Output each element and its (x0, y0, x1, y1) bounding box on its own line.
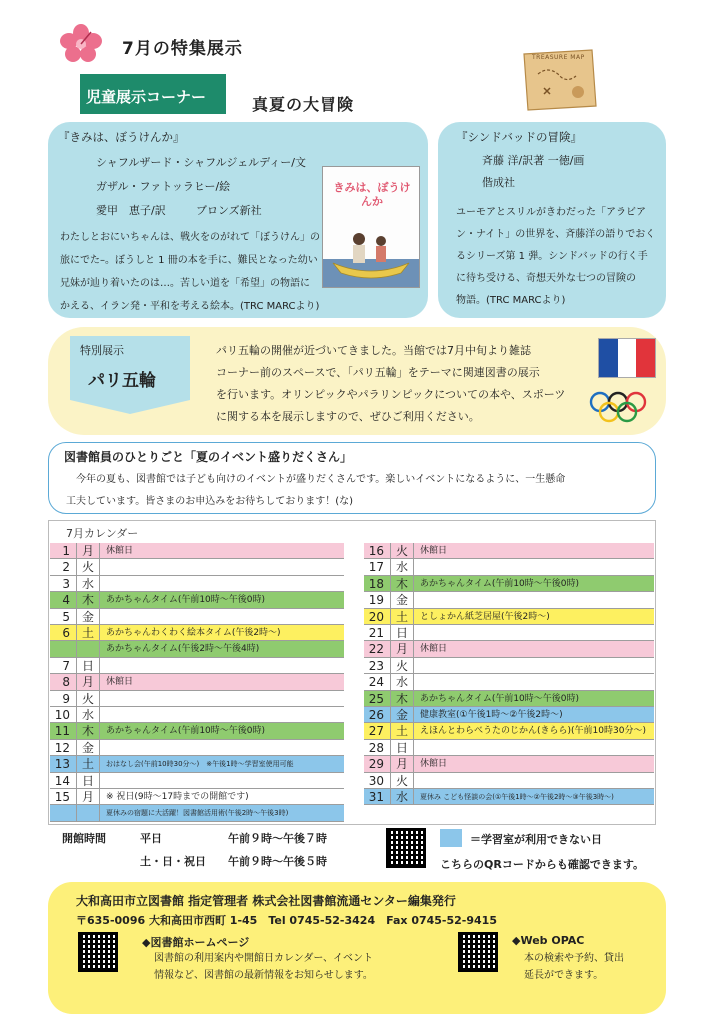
calendar-weekday: 土 (391, 609, 414, 624)
calendar-day: 19 (364, 592, 391, 607)
calendar-event (100, 691, 344, 706)
calendar-row (364, 723, 654, 739)
badge-flag-tail (70, 400, 190, 414)
book1-publisher: ブロンズ新社 (196, 204, 262, 217)
calendar-event (414, 559, 654, 574)
calendar-row (364, 691, 654, 707)
calendar-event: 夏休み こども怪談の会(①午後1時〜②午後2時〜③午後3時〜) (420, 793, 614, 801)
weekday-hours: 午前９時〜午後７時 (228, 832, 327, 845)
calendar-event (100, 559, 344, 574)
calendar-weekday: 水 (391, 559, 414, 574)
calendar-day: 2 (50, 559, 77, 574)
calendar-event: 休館日 (420, 644, 448, 655)
calendar-day: 21 (364, 625, 391, 640)
calendar-day: 26 (364, 707, 391, 722)
calendar-row (50, 723, 344, 739)
calendar-day: 5 (50, 609, 77, 624)
calendar-weekday: 日 (391, 740, 414, 755)
calendar-day: 25 (364, 691, 391, 706)
calendar-weekday: 火 (391, 543, 414, 558)
calendar-weekday: 水 (77, 707, 100, 722)
calendar-day: 11 (50, 723, 77, 738)
olympic-rings-icon (588, 388, 648, 432)
calendar-weekday: 金 (391, 592, 414, 607)
calendar-event: 休館日 (420, 546, 448, 556)
calendar-event: ※ 祝日(9時〜17時までの開館です) (100, 789, 344, 804)
calendar-row (50, 691, 344, 707)
paris-badge-small: 特別展示 (80, 344, 124, 357)
calendar-day: 29 (364, 756, 391, 771)
calendar-row (364, 773, 654, 789)
calendar-row (364, 592, 654, 608)
opac-title: ◆Web OPAC (512, 934, 585, 947)
calendar-weekday: 木 (391, 691, 414, 706)
calendar-weekday (77, 805, 100, 820)
calendar-day: 3 (50, 576, 77, 591)
calendar-event: おはなし会(午前10時30分〜) ※午後1時〜学習室使用可能 (106, 760, 294, 769)
calendar-weekday: 木 (77, 592, 100, 607)
treasure-map-illustration (520, 48, 598, 112)
book2-publisher: 偕成社 (482, 176, 515, 189)
calendar-weekday: 木 (391, 576, 414, 591)
calendar-weekday: 日 (77, 658, 100, 673)
calendar-event (414, 625, 654, 640)
calendar-event: あかちゃんタイム(午前10時〜午後0時) (106, 726, 266, 737)
calendar-weekday: 金 (77, 740, 100, 755)
calendar-event: あかちゃんタイム(午前10時〜午後0時) (420, 578, 580, 589)
calendar-day: 28 (364, 740, 391, 755)
calendar-event: 健康教室(①午後1時〜②午後2時〜) (420, 710, 563, 720)
librarian-line2: 工夫しています。皆さまのお申込みをお待ちしております！(な) (66, 496, 354, 507)
calendar-day: 30 (364, 773, 391, 788)
calendar-weekday: 月 (391, 641, 414, 656)
calendar-weekday: 日 (391, 625, 414, 640)
calendar-day: 4 (50, 592, 77, 607)
calendar-event: 休館日 (420, 759, 448, 770)
calendar-weekday: 月 (77, 674, 100, 689)
calendar-day: 22 (364, 641, 391, 656)
calendar-day: 1 (50, 543, 77, 558)
calendar-day: 27 (364, 723, 391, 738)
calendar-row (50, 641, 344, 657)
calendar-event: あかちゃんわくわく絵本タイム(午後2時〜) (106, 628, 281, 638)
calendar-event (100, 773, 344, 788)
french-flag-icon (598, 338, 656, 378)
calendar-day: 20 (364, 609, 391, 624)
calendar-event: あかちゃんタイム(午後2時〜午後4時) (106, 644, 260, 655)
corner-label: 児童展示コーナー (80, 74, 226, 114)
calendar-day: 14 (50, 773, 77, 788)
calendar-row (50, 756, 344, 772)
calendar-weekday: 土 (77, 625, 100, 640)
calendar-weekday: 火 (391, 658, 414, 673)
calendar-weekday: 月 (77, 789, 100, 804)
librarian-line1: 今年の夏も、図書館では子ども向けのイベントが盛りだくさんです。楽しいイベントになるように、一生懸命 (76, 474, 566, 485)
homepage-title: ◆図書館ホームページ (142, 936, 250, 949)
opac-line1: 本の検索や予約、貸出 (524, 953, 624, 964)
calendar-event (100, 576, 344, 591)
book2-authors: 斉藤 洋/訳著 一徳/画 (482, 154, 585, 167)
weekend-label: 土・日・祝日 (140, 855, 206, 868)
paris-badge-big: パリ五輪 (88, 371, 156, 391)
calendar-weekday: 水 (391, 789, 414, 804)
qr-note: こちらのQRコードからも確認できます。 (440, 858, 644, 871)
paris-description: パリ五輪の開催が近づいてきました。当館では7月中旬より雑誌 コーナー前のスペースで、「パリ五輪」をテーマに関連図書の展示 を行います。オリンピックやパラリンピックについての本や、スポーツ に関する本を展示しますので、ぜひご利用ください。 (216, 344, 566, 423)
calendar-weekday: 土 (391, 723, 414, 738)
calendar-day: 15 (50, 789, 77, 804)
book1-illustrator: ガザル・ファトッラヒー/絵 (96, 180, 231, 193)
calendar-weekday: 日 (77, 773, 100, 788)
homepage-line1: 図書館の利用案内や開館日カレンダー、イベント (154, 953, 373, 964)
calendar-qr-code[interactable] (386, 828, 426, 868)
calendar-event: としょかん紙芝居屋(午後2時〜) (420, 611, 550, 622)
calendar-event (100, 707, 344, 722)
calendar-day: 31 (364, 789, 391, 804)
calendar-event (100, 740, 344, 755)
calendar-weekday: 月 (391, 756, 414, 771)
weekend-hours: 午前９時〜午後５時 (228, 855, 327, 868)
calendar-row (50, 625, 344, 641)
calendar-day (50, 805, 77, 820)
calendar-day: 7 (50, 658, 77, 673)
calendar-row (50, 707, 344, 723)
calendar-weekday: 水 (77, 576, 100, 591)
calendar-day: 23 (364, 658, 391, 673)
book2-description: ユーモアとスリルがきわだった「アラビア ン・ナイト」の世界を、斉藤洋の語りでおく るシリーズ第 1 弾。シンドバッドの行く手 に待ち受ける、奇想天外な七つの冒険の 物語。(TRC MARCより) (456, 207, 656, 306)
calendar-weekday: 金 (77, 609, 100, 624)
calendar-row (50, 740, 344, 756)
calendar-day: 13 (50, 756, 77, 771)
calendar-row (364, 543, 654, 559)
hibiscus-icon (60, 24, 102, 62)
calendar-row (50, 805, 344, 821)
calendar-weekday: 火 (391, 773, 414, 788)
hours-label: 開館時間 (62, 832, 106, 845)
calendar-row (50, 658, 344, 674)
calendar-event (414, 658, 654, 673)
calendar-day: 24 (364, 674, 391, 689)
calendar-day: 18 (364, 576, 391, 591)
book1-title: 『きみは、ぼうけんか』 (58, 130, 185, 144)
calendar-row (364, 674, 654, 690)
calendar-day (50, 641, 77, 656)
book1-author: シャフルザード・シャフルジェルディー/文 (96, 156, 307, 169)
paris-badge (70, 336, 190, 400)
book1-cover-title: きみは、ぼうけんか (333, 181, 411, 208)
calendar-day: 12 (50, 740, 77, 755)
calendar-row (364, 756, 654, 772)
calendar-day: 17 (364, 559, 391, 574)
calendar-event: あかちゃんタイム(午前10時〜午後0時) (106, 595, 266, 606)
footer-address: 〒635-0096 大和高田市西町 1-45 Tel 0745-52-3424 Fax 0745-52-9415 (76, 914, 497, 927)
calendar-weekday: 月 (77, 543, 100, 558)
calendar-row (364, 658, 654, 674)
calendar-event (414, 773, 654, 788)
calendar-row (50, 609, 344, 625)
calendar-row (364, 707, 654, 723)
calendar-weekday: 金 (391, 707, 414, 722)
calendar-event (414, 740, 654, 755)
page-title: 7月の特集展示 (122, 39, 243, 59)
calendar-event (414, 674, 654, 689)
calendar-event (414, 592, 654, 607)
calendar-row (364, 559, 654, 575)
calendar-weekday (77, 641, 100, 656)
calendar-row (364, 740, 654, 756)
librarian-title: 図書館員のひとりごと「夏のイベント盛りだくさん」 (64, 450, 353, 464)
calendar-title: 7月カレンダー (66, 527, 139, 540)
calendar-row (364, 641, 654, 657)
calendar-day: 8 (50, 674, 77, 689)
calendar-event: あかちゃんタイム(午前10時〜午後0時) (420, 693, 580, 704)
calendar-row (364, 609, 654, 625)
calendar-day: 10 (50, 707, 77, 722)
legend-swatch (440, 829, 462, 847)
calendar-row (50, 789, 344, 805)
treasure-map-label: TREASURE MAP (532, 54, 585, 61)
calendar-row (50, 592, 344, 608)
calendar-row (50, 559, 344, 575)
calendar-row (364, 576, 654, 592)
calendar-row (50, 543, 344, 559)
weekday-label: 平日 (140, 832, 162, 845)
legend-text: ＝学習室が利用できない日 (470, 833, 602, 846)
homepage-line2: 情報など、図書館の最新情報をお知らせします。 (154, 970, 373, 981)
calendar-row (50, 674, 344, 690)
book1-cover (322, 166, 420, 288)
calendar-event: えほんとわらべうたのじかん(きらら)(午前10時30分〜) (420, 726, 646, 737)
homepage-qr-code[interactable] (78, 932, 118, 972)
calendar-row (50, 773, 344, 789)
calendar-day: 9 (50, 691, 77, 706)
opac-line2: 延長ができます。 (524, 970, 604, 981)
calendar-weekday: 火 (77, 559, 100, 574)
exhibit-theme: 真夏の大冒険 (252, 95, 355, 114)
calendar-row (364, 625, 654, 641)
calendar-weekday: 火 (77, 691, 100, 706)
book1-description: わたしとおにいちゃんは、戦火をのがれて「ぼうけん」の 旅にでた–。ぼうしと 1 冊の本を手に、難民となった幼い 兄妹が辿り着いたのは…。苦しい道を「希望」の物語に かえる、イラン発・平和を考える絵本。(TRC MARCより) (60, 232, 320, 312)
calendar-event (100, 658, 344, 673)
calendar-day: 6 (50, 625, 77, 640)
calendar-event (100, 609, 344, 624)
calendar-weekday: 土 (77, 756, 100, 771)
book2-title: 『シンドバッドの冒険』 (456, 130, 582, 144)
calendar-event: 休館日 (106, 546, 134, 556)
calendar-row (364, 789, 654, 805)
footer-publisher: 大和高田市立図書館 指定管理者 株式会社図書館流通センター編集発行 (76, 894, 456, 908)
calendar-row (50, 576, 344, 592)
calendar-event: 夏休みの宿題に大活躍！図書館活用術(午後2時〜午後3時) (106, 809, 289, 818)
book1-translator: 愛甲 恵子/訳 (96, 204, 166, 217)
calendar-event: 休館日 (106, 677, 134, 688)
calendar-weekday: 水 (391, 674, 414, 689)
calendar-day: 16 (364, 543, 391, 558)
calendar-weekday: 木 (77, 723, 100, 738)
opac-qr-code[interactable] (458, 932, 498, 972)
